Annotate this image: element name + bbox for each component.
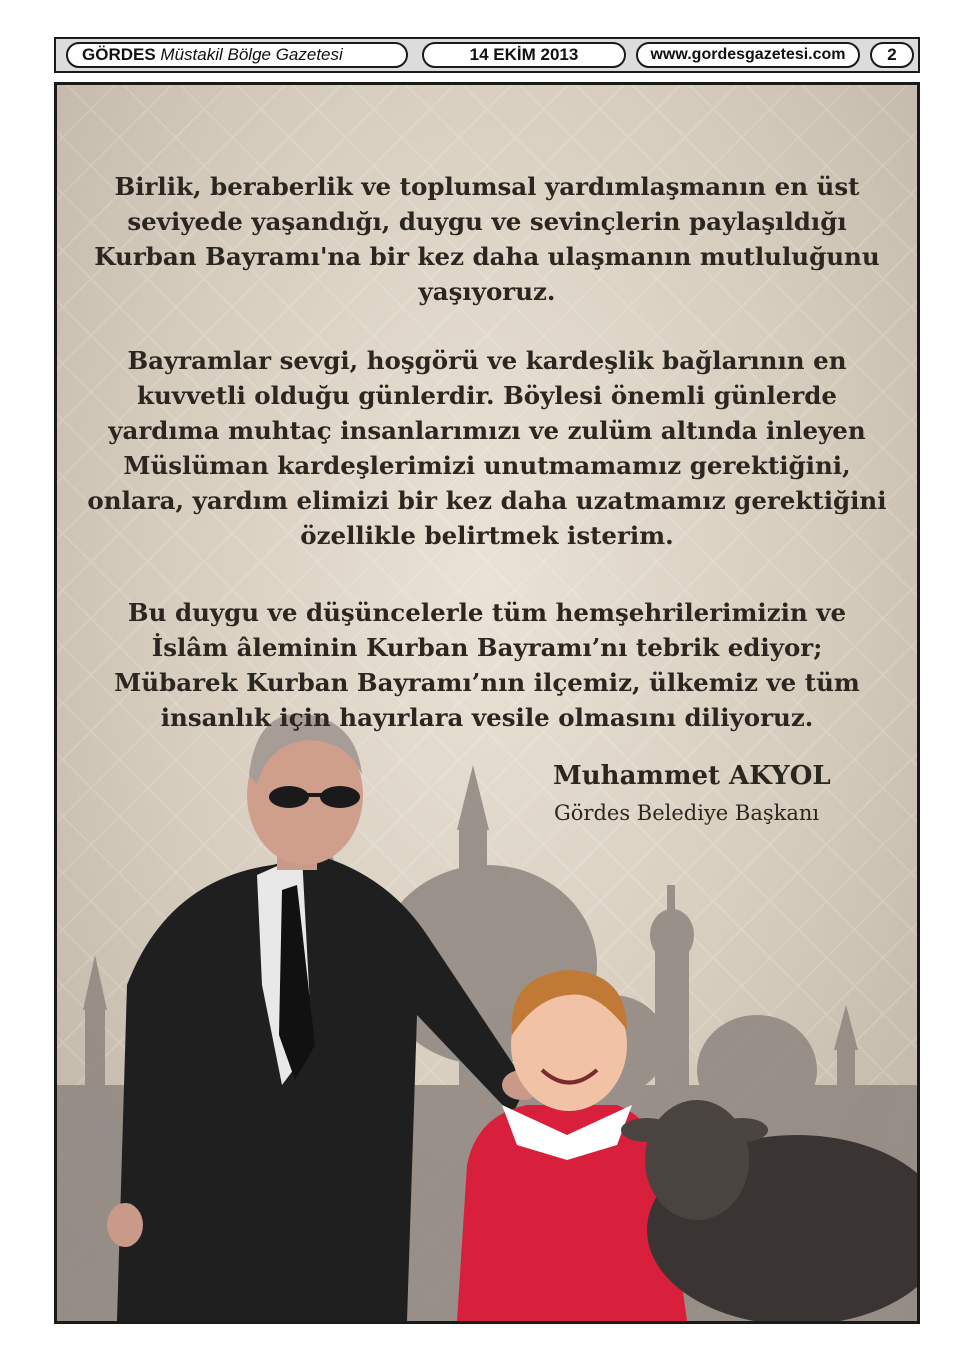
issue-date: 14 EKİM 2013 xyxy=(422,42,626,68)
signature-name: Muhammet AKYOL xyxy=(553,761,831,791)
website-link[interactable]: www.gordesgazetesi.com xyxy=(636,42,860,68)
page-number: 2 xyxy=(870,42,914,68)
greeting-paragraph-1: Birlik, beraberlik ve toplumsal yardımlaşmanın en üst seviyede yaşandığı, duygu ve sevinçlerin paylaşıldığı Kurban Bayramı'na bir kez daha ulaşmanın mutluluğunu yaşıyoruz. xyxy=(94,172,880,306)
holiday-greeting-ad xyxy=(54,82,920,1324)
greeting-paragraph-3: Bu duygu ve düşüncelerle tüm hemşehrilerimizin ve İslâm âleminin Kurban Bayramı’nı tebrik ediyor; Mübarek Kurban Bayramı’nın ilçemiz, ülkemiz ve tüm insanlık için hayırlara vesile olmasını diliyoruz. xyxy=(114,598,860,732)
newspaper-masthead xyxy=(66,42,408,68)
greeting-paragraph-2: Bayramlar sevgi, hoşgörü ve kardeşlik bağlarının en kuvvetli olduğu günlerdir. Böylesi önemli günlerde yardıma muhtaç insanlarımızı ve zulüm altında inleyen Müslüman kardeşlerimizi unutmamamız gerektiğini, onlara, yardım elimizi bir kez daha uzatmamız gerektiğini özellikle belirtmek isterim. xyxy=(87,346,887,550)
newspaper-header xyxy=(54,37,920,73)
newspaper-subtitle: Müstakil Bölge Gazetesi xyxy=(160,45,343,64)
signature-title: Gördes Belediye Başkanı xyxy=(554,801,820,825)
newspaper-name: GÖRDES xyxy=(82,45,156,64)
